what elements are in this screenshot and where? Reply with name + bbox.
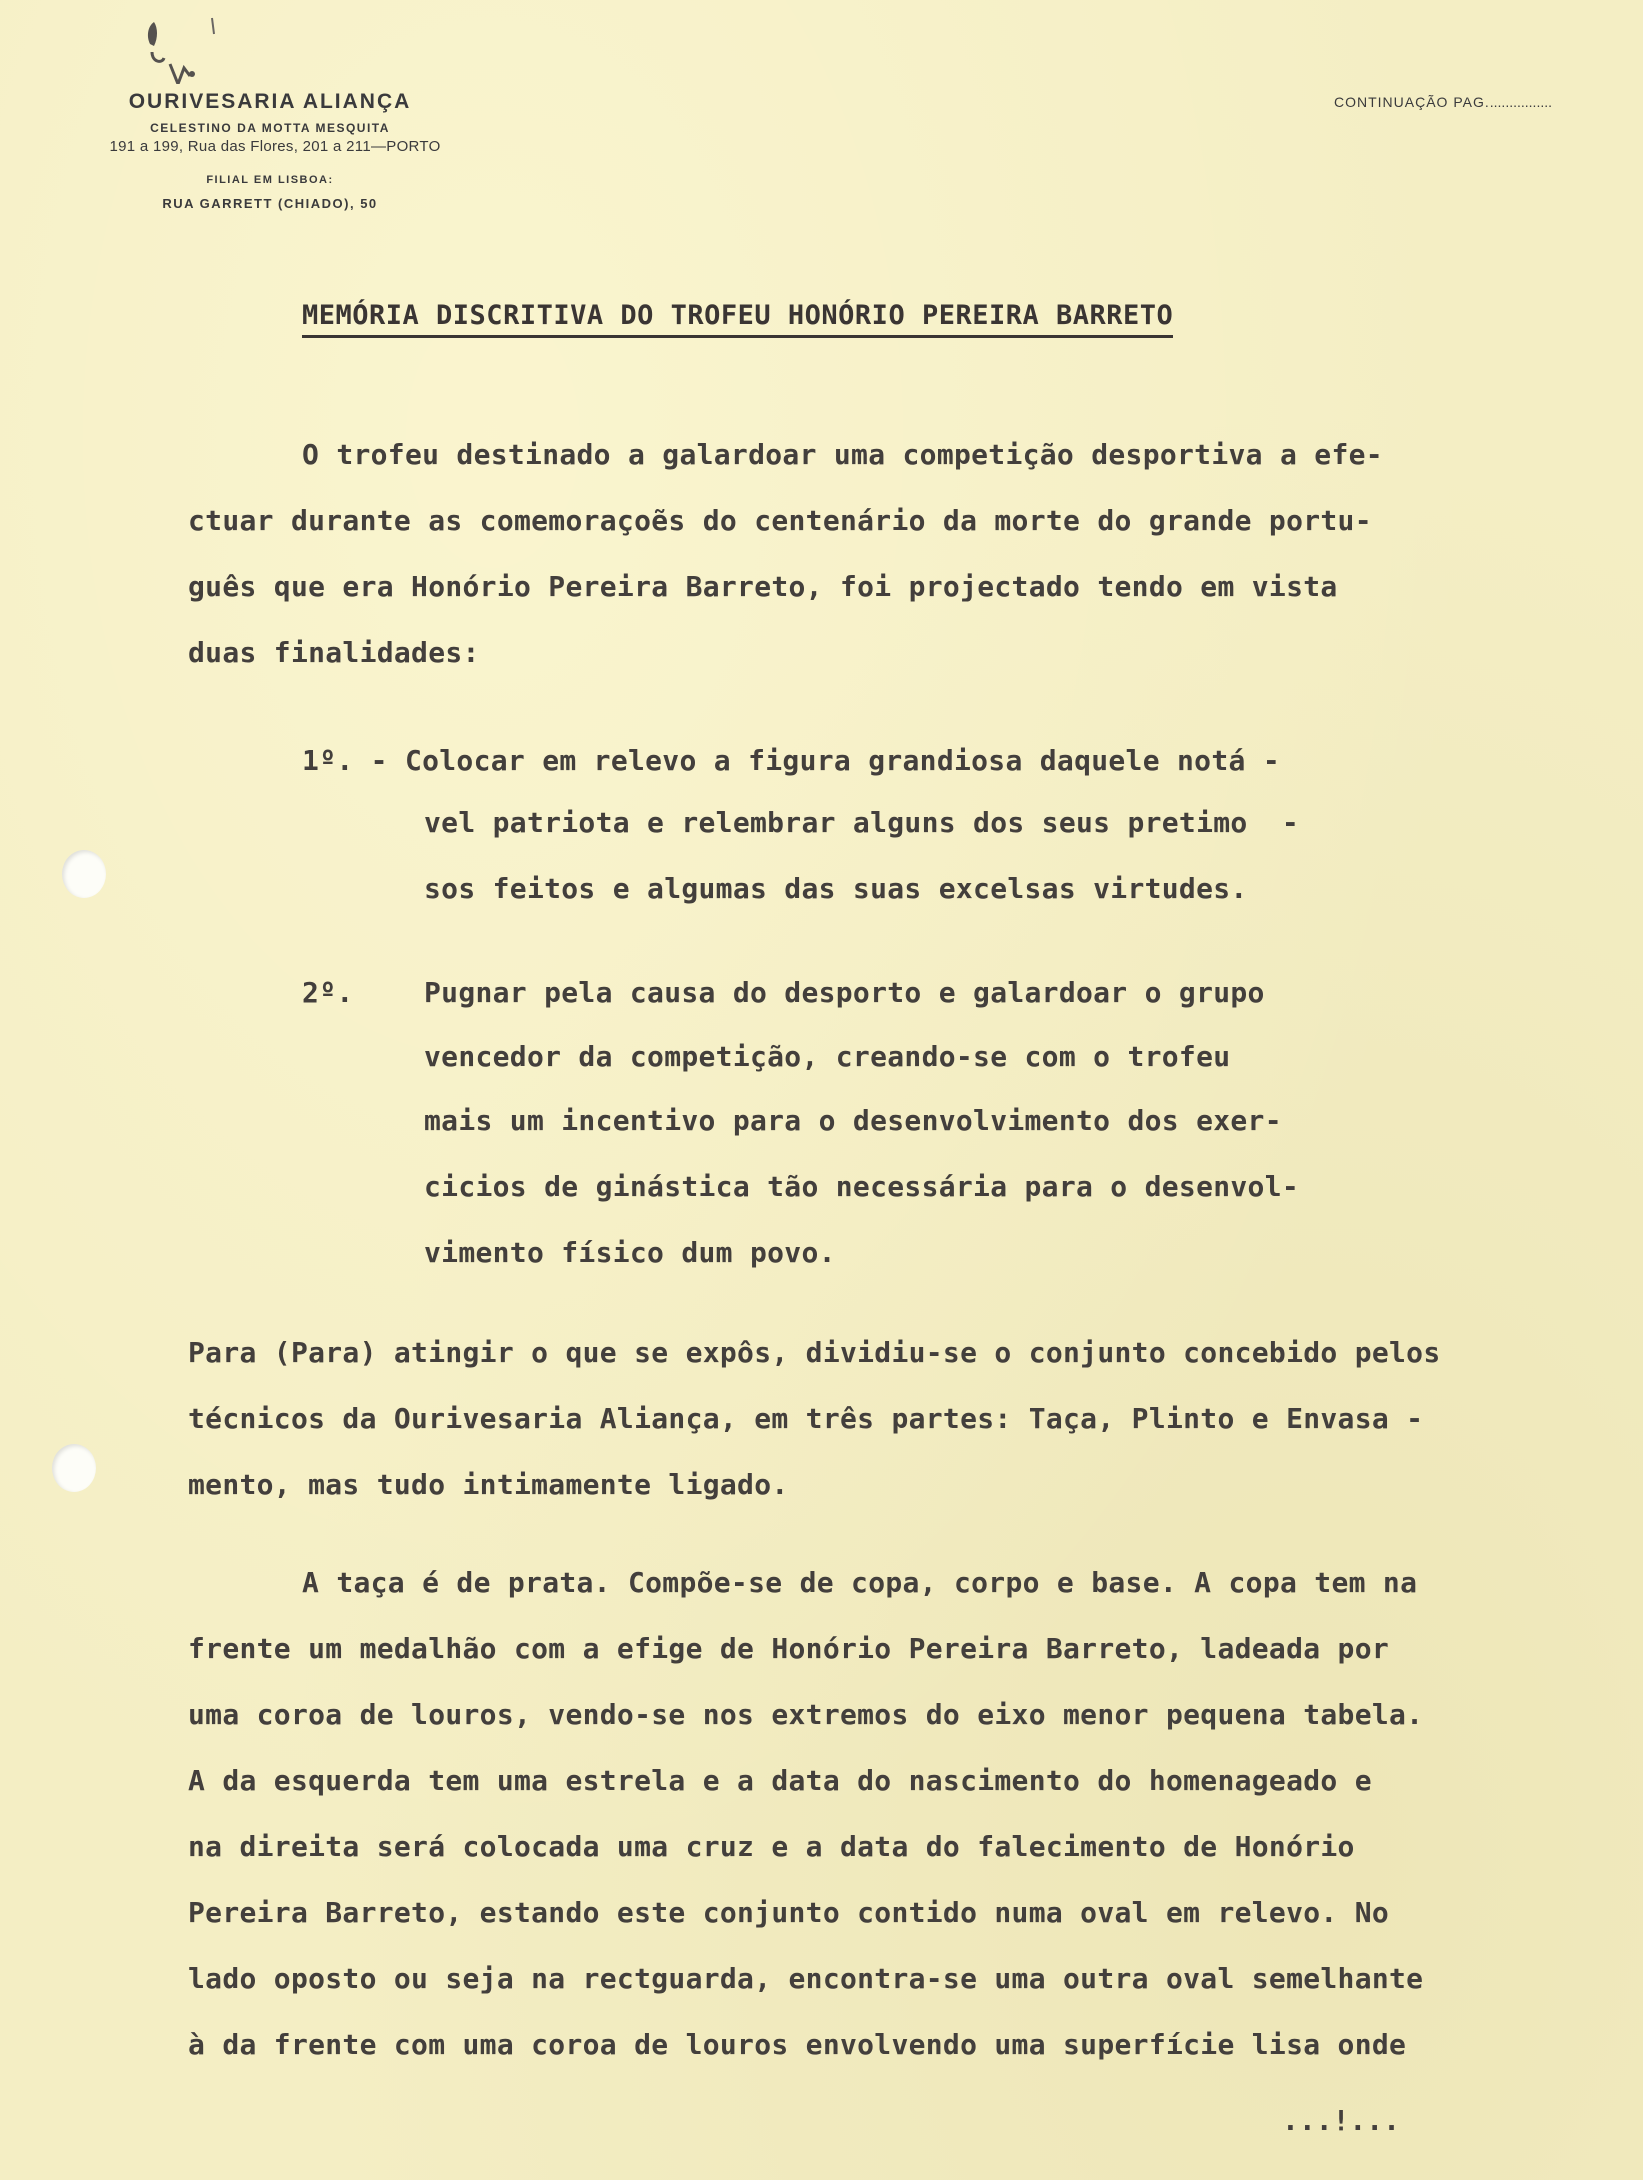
list-item-2-cont: mais um incentivo para o desenvolvimento dos exer- <box>424 1104 1282 1137</box>
body-line: Para (Para) atingir o que se expôs, dividiu-se o conjunto concebido pelos <box>188 1336 1441 1369</box>
list-item-2-cont: vimento físico dum povo. <box>424 1236 836 1269</box>
list-item-1-cont: vel patriota e relembrar alguns dos seus pretimo - <box>424 806 1300 839</box>
list-item-2: Pugnar pela causa do desporto e galardoar o grupo <box>424 976 1265 1009</box>
list-item-2-cont: cicios de ginástica tão necessária para o desenvol- <box>424 1170 1300 1203</box>
list-item-2-cont: vencedor da competição, creando-se com o trofeu <box>424 1040 1231 1073</box>
company-owner: CELESTINO DA MOTTA MESQUITA <box>150 121 390 135</box>
body-line: na direita será colocada uma cruz e a data do falecimento de Honório <box>188 1830 1355 1863</box>
list-item-1-cont: sos feitos e algumas das suas excelsas virtudes. <box>424 872 1248 905</box>
body-line: A da esquerda tem uma estrela e a data do nascimento do homenageado e <box>188 1764 1372 1797</box>
body-line: ctuar durante as comemoraçoẽs do centenário da morte do grande portu- <box>188 504 1372 537</box>
body-line: A taça é de prata. Compõe-se de copa, corpo e base. A copa tem na <box>302 1566 1418 1599</box>
continuation-dots: ................ <box>1489 94 1552 110</box>
company-address: 191 a 199, Rua das Flores, 201 a 211—PORTO <box>109 138 441 155</box>
logo-mark-icon <box>140 14 220 84</box>
branch-label: FILIAL EM LISBOA: <box>206 174 334 186</box>
body-line: técnicos da Ourivesaria Aliança, em três partes: Taça, Plinto e Envasa - <box>188 1402 1424 1435</box>
body-line: duas finalidades: <box>188 636 480 669</box>
punch-hole <box>62 850 106 898</box>
body-line: frente um medalhão com a efige de Honório Pereira Barreto, ladeada por <box>188 1632 1390 1665</box>
body-line: Pereira Barreto, estando este conjunto contido numa oval em relevo. No <box>188 1896 1390 1929</box>
body-line: mento, mas tudo intimamente ligado. <box>188 1468 789 1501</box>
body-line: guês que era Honório Pereira Barreto, foi projectado tendo em vista <box>188 570 1338 603</box>
body-line: lado oposto ou seja na rectguarda, encontra-se uma outra oval semelhante <box>188 1962 1424 1995</box>
body-line: à da frente com uma coroa de louros envolvendo uma superfície lisa onde <box>188 2028 1407 2061</box>
branch-address: RUA GARRETT (CHIADO), 50 <box>162 196 378 211</box>
page-continuation-mark: ...!... <box>1282 2104 1401 2137</box>
punch-hole <box>52 1444 96 1492</box>
continuation-page-field <box>1334 94 1552 110</box>
document-title: MEMÓRIA DISCRITIVA DO TROFEU HONÓRIO PEREIRA BARRETO <box>302 300 1173 338</box>
list-item-2-number: 2º. <box>302 976 354 1009</box>
body-line: uma coroa de louros, vendo-se nos extremos do eixo menor pequena tabela. <box>188 1698 1424 1731</box>
body-line: O trofeu destinado a galardoar uma competição desportiva a efe- <box>302 438 1383 471</box>
continuation-label: CONTINUAÇÃO PAG. <box>1334 94 1490 110</box>
list-item-1: 1º. - Colocar em relevo a figura grandiosa daquele notá - <box>302 744 1280 777</box>
company-name: OURIVESARIA ALIANÇA <box>128 90 412 113</box>
